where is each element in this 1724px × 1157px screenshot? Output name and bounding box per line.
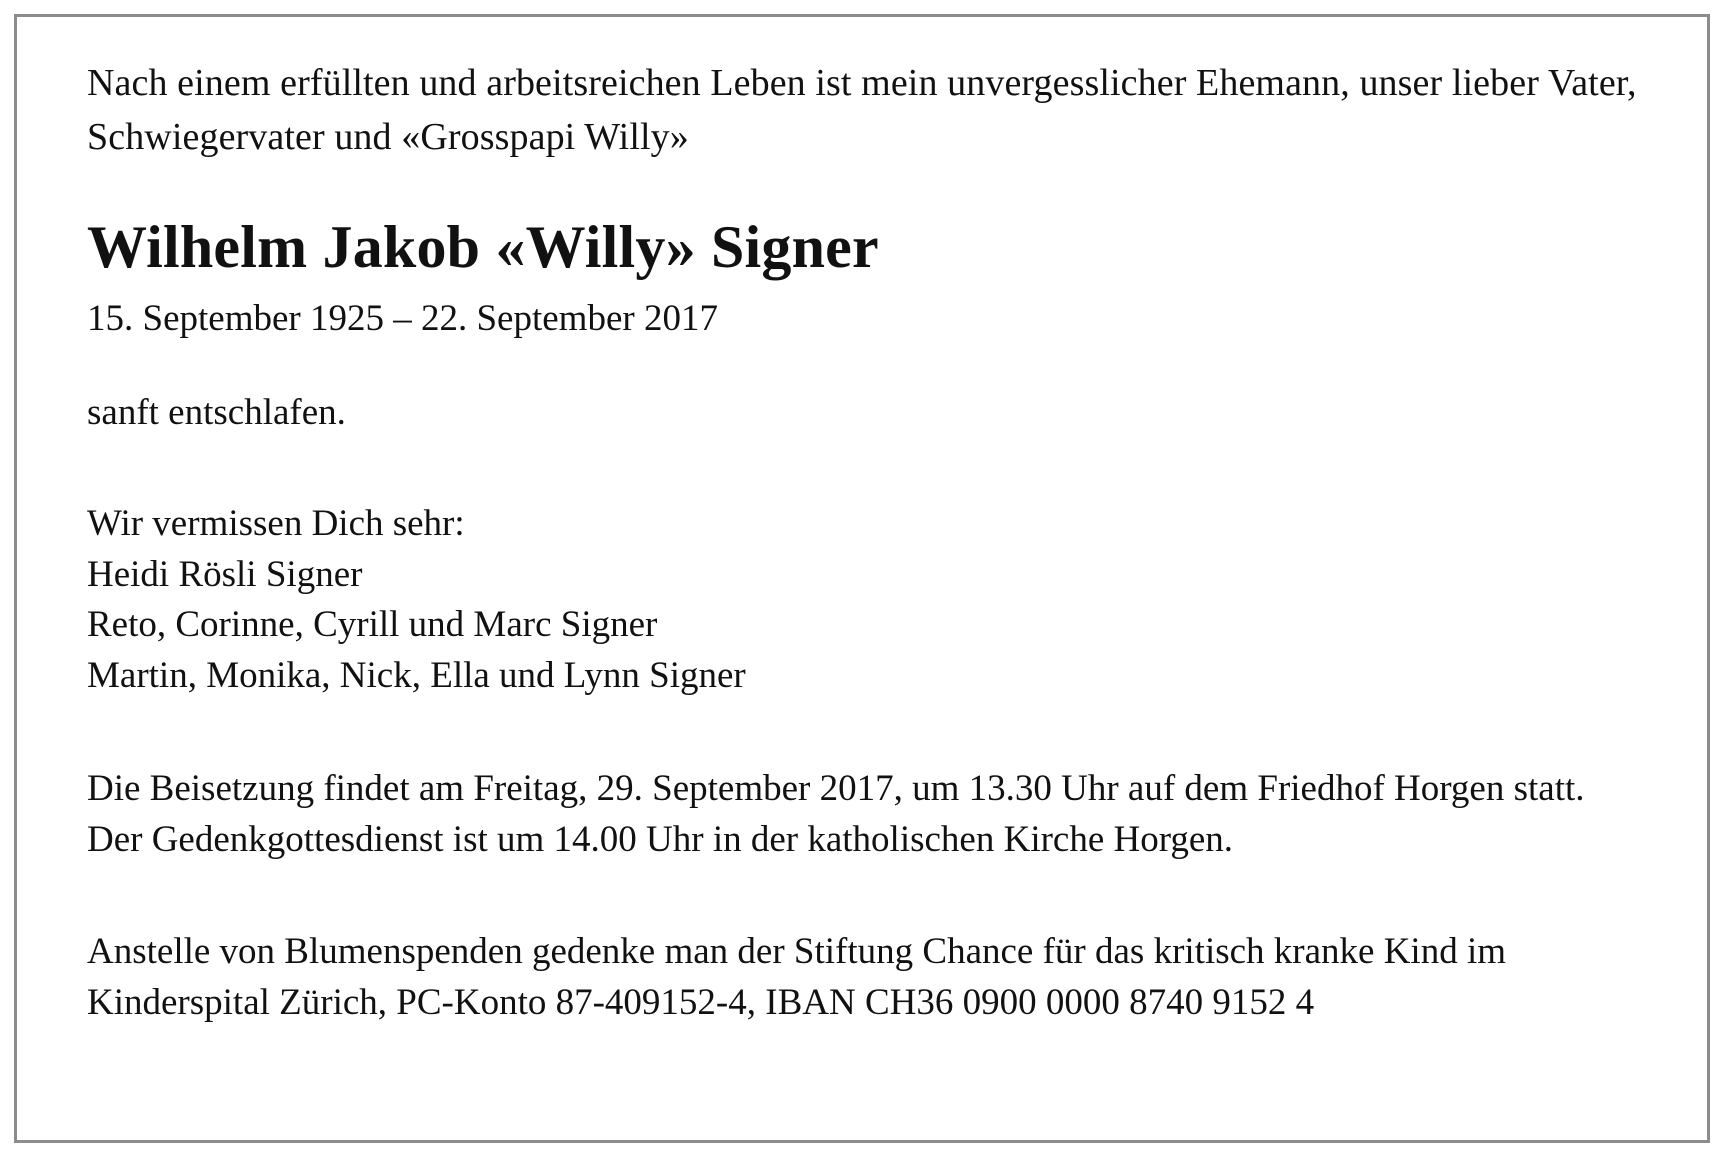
mourner-line: Heidi Rösli Signer xyxy=(87,553,363,595)
obituary-notice xyxy=(14,14,1710,1143)
intro-text: Nach einem erfüllten und arbeitsreichen Leben ist mein unvergesslicher Ehemann, unser lieber Vater, Schwiegervater und «Grosspapi Willy» xyxy=(87,62,1637,158)
mourning-intro: Wir vermissen Dich sehr: xyxy=(87,503,465,545)
mourner-line: Reto, Corinne, Cyrill und Marc Signer xyxy=(87,604,658,646)
mourner-line: Martin, Monika, Nick, Ella und Lynn Signer xyxy=(87,655,746,697)
mourners-block xyxy=(87,499,1637,702)
funeral-details xyxy=(87,764,1637,865)
donation-note: Anstelle von Blumenspenden gedenke man der Stiftung Chance für das kritisch kranke Kind im Kinderspital Zürich, PC-Konto 87-409152-4, IBAN CH36 0900 0000 8740 9152 4 xyxy=(87,931,1507,1023)
deceased-name: Wilhelm Jakob «Willy» Signer xyxy=(87,213,879,280)
life-dates: 15. September 1925 – 22. September 2017 xyxy=(87,297,718,339)
passing-text: sanft entschlafen. xyxy=(87,392,346,433)
memorial-service-line: Der Gedenkgottesdienst ist um 14.00 Uhr in der katholischen Kirche Horgen. xyxy=(87,818,1234,860)
funeral-line: Die Beisetzung findet am Freitag, 29. September 2017, um 13.30 Uhr auf dem Friedhof Horgen statt. xyxy=(87,767,1585,809)
